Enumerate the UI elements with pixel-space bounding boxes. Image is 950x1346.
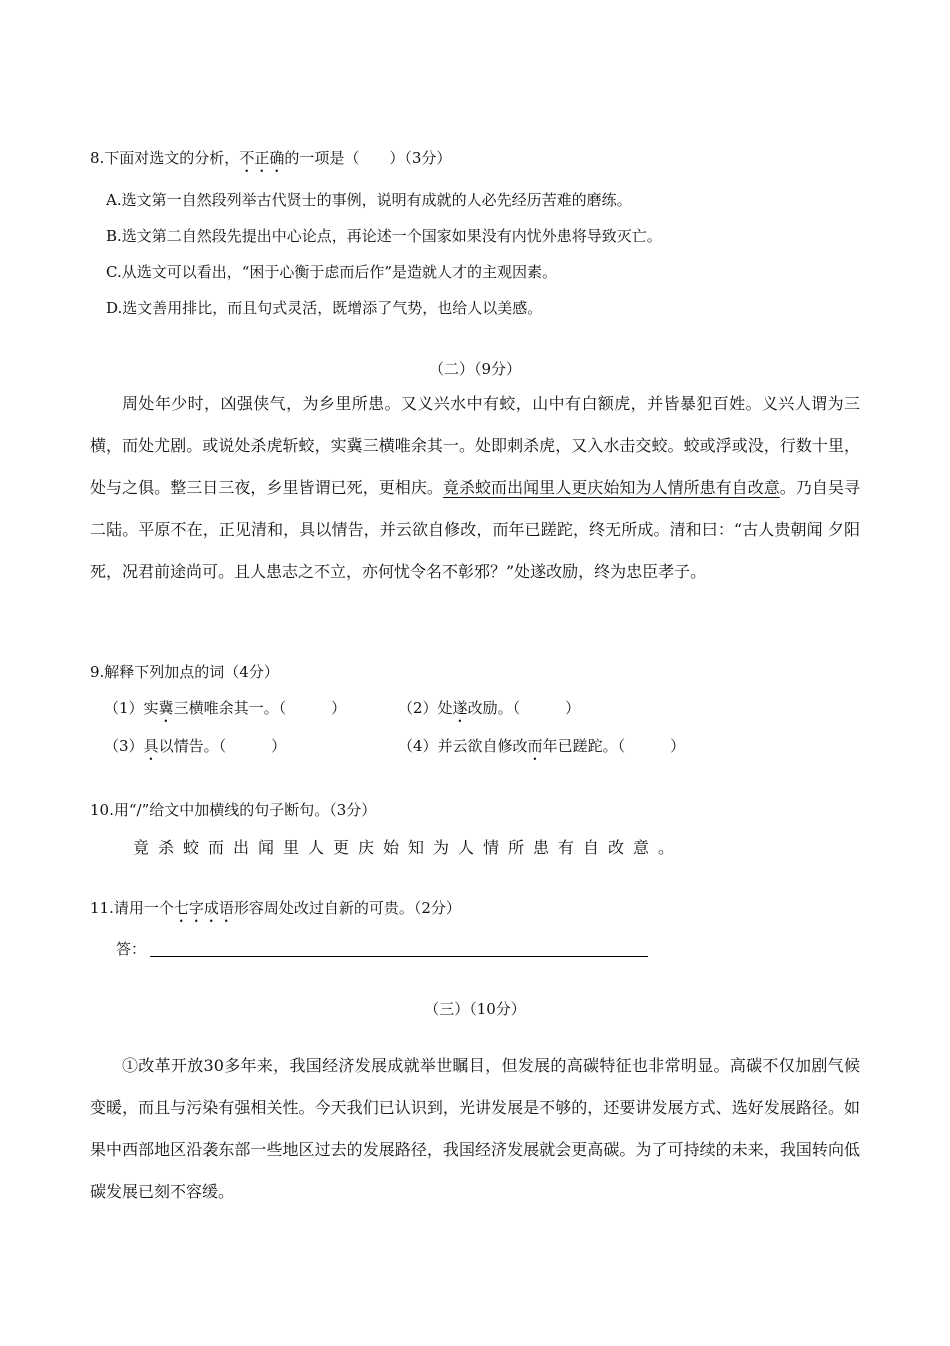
- q11-answer-line[interactable]: [150, 956, 648, 957]
- section3-paragraph: ①改革开放30多年来，我国经济发展成就举世瞩目，但发展的高碳特征也非常明显。高碳不仅加剧气候变暖，而且与污染有强相关性。今天我们已认识到，光讲发展是不够的，还要讲发展方式、选好发展路径。如果中西部地区沿袭东部一些地区过去的发展路径，我国经济发展就会更高碳。为了可持续的未来，我国转向低碳发展已刻不容缓。: [90, 1056, 860, 1201]
- q9-item-3-a: （3）: [104, 737, 144, 755]
- section2-passage: [90, 383, 860, 593]
- q9-item-1-b: 三横唯余其一。（ ）: [173, 699, 347, 717]
- q8-option-c: C.从选文可以看出，“困于心衡于虑而后作”是造就人才的主观因素。: [106, 263, 558, 281]
- q8-option-d: D.选文善用排比，而且句式灵活，既增添了气势，也给人以美感。: [106, 299, 543, 317]
- q9-item-2: [398, 698, 580, 726]
- q8-option-a: A.选文第一自然段列举古代贤士的事例，说明有成就的人必先经历苦难的磨练。: [106, 191, 632, 209]
- q9-item-4-a: （4）并云欲自修改: [398, 737, 528, 755]
- q10-sentence: 竟杀蛟而出闻里人更庆始知为人情所患有自改意。: [133, 838, 684, 857]
- q11-stem-before: 11.请用一个: [90, 899, 174, 917]
- section2-underlined-sentence: 竟杀蛟而出闻里人更庆始知为人情所患有自改意: [442, 478, 780, 497]
- section3-heading: （三）（10分）: [424, 1000, 526, 1018]
- section2-text-before: 周处年少时，凶强侠气，为乡里所患。又义兴水中有蛟，山中有白额虎，并皆暴犯百姓。义兴人谓为三横，而处尤剧。或说处杀虎斩蛟，实冀三横唯余其一。处即刺杀虎，又入水击交蛟。蛟或浮或没，行数十里，处与之俱。整三日三夜，乡里皆谓已死，更相庆。: [90, 394, 860, 497]
- q9-item-3-dotted: 具: [143, 737, 159, 755]
- q11-stem-dotted: 七字成语: [173, 899, 234, 917]
- q9-item-3-b: 以情告。（ ）: [158, 737, 287, 755]
- q9-item-2-b: 改励。（ ）: [467, 699, 581, 717]
- q9-item-2-a: （2）处: [398, 699, 453, 717]
- q8-stem-dotted: 不正确: [239, 149, 285, 167]
- q8-option-b: B.选文第二自然段先提出中心论点，再论述一个国家如果没有内忧外患将导致灭亡。: [106, 227, 662, 245]
- q9-item-4-dotted: 而: [527, 737, 543, 755]
- q9-item-4: [398, 736, 685, 764]
- q9-item-1-dotted: 冀: [158, 699, 174, 717]
- q10-stem: 10.用“/”给文中加横线的句子断句。（3分）: [90, 801, 377, 819]
- q11-stem-after: 形容周处改过自新的可贵。（2分）: [233, 899, 461, 917]
- q9-item-1: [104, 698, 346, 726]
- q9-item-2-dotted: 遂: [452, 699, 468, 717]
- q9-stem: 9.解释下列加点的词（4分）: [90, 663, 279, 681]
- q9-item-1-a: （1）实: [104, 699, 159, 717]
- q11-answer-label: 答：: [116, 940, 147, 958]
- q9-item-4-b: 年已蹉跎。（ ）: [542, 737, 686, 755]
- q8-stem: [90, 148, 451, 176]
- q8-stem-before: 8.下面对选文的分析，: [90, 149, 240, 167]
- q9-item-3: [104, 736, 286, 764]
- q11-stem: [90, 898, 461, 926]
- section2-text-after: 。乃自吴寻二陆。平原不在，正见清和，具以情告，并云欲自修改，而年已蹉跎，终无所成。清和曰：“古人贵朝闻 夕阳死，况君前途尚可。且人患志之不立，亦何忧令名不彰邪？”处遂改励，终为忠臣孝子。: [90, 478, 860, 581]
- section2-heading: （二）（9分）: [428, 360, 522, 378]
- q8-stem-after: 的一项是（ ）（3分）: [284, 149, 452, 167]
